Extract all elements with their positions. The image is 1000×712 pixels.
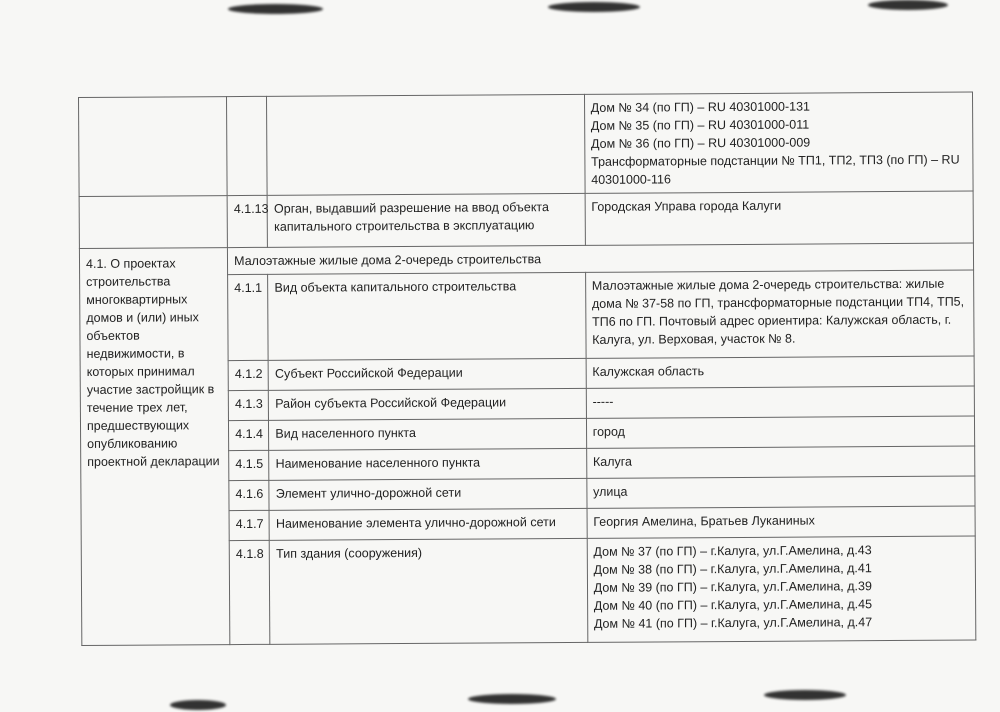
empty-cell <box>79 97 228 197</box>
scan-artifact-bottom-2 <box>468 694 556 704</box>
row-label: Элемент улично-дорожной сети <box>269 478 587 510</box>
section-subheader: Малоэтажные жилые дома 2-очередь строительства <box>228 243 974 275</box>
row-label: Вид объекта капитального строительства <box>268 272 586 360</box>
row-number: 4.1.8 <box>229 540 270 644</box>
permit-line: Дом № 35 (по ГП) – RU 40301000-011 <box>590 117 810 133</box>
row-label: Наименование элемента улично-дорожной сети <box>269 508 587 540</box>
permit-list-cell <box>584 92 973 193</box>
empty-cell <box>267 94 585 195</box>
row-number: 4.1.2 <box>228 360 268 390</box>
address-line: Дом № 38 (по ГП) – г.Калуга, ул.Г.Амелина, д.41 <box>593 561 872 577</box>
permit-line: Дом № 34 (по ГП) – RU 40301000-131 <box>590 99 811 115</box>
row-value: город <box>586 416 974 448</box>
row-number: 4.1.7 <box>229 510 269 540</box>
row-value: ----- <box>586 386 974 418</box>
row-label: Район субъекта Российской Федерации <box>269 388 587 420</box>
table-row <box>79 92 974 196</box>
table-row <box>79 191 973 248</box>
row-value: Калуга <box>586 446 974 478</box>
row-value: Городская Управа города Калуги <box>585 191 974 245</box>
row-number: 4.1.6 <box>229 480 269 510</box>
row-label: Наименование населенного пункта <box>269 448 587 480</box>
permit-line: 40301000-116 <box>591 172 671 187</box>
scan-artifact-bottom-1 <box>170 700 226 710</box>
row-value: Георгия Амелина, Братьев Луканиных <box>587 506 975 538</box>
empty-cell <box>79 196 227 249</box>
scan-artifact-top-1 <box>228 4 323 14</box>
scan-artifact-top-3 <box>868 0 948 10</box>
permit-line: Трансформаторные подстанции № ТП1, ТП2, ТП3 (по ГП) – RU <box>591 152 960 169</box>
row-label: Вид населенного пункта <box>269 418 587 450</box>
section-title: 4.1. О проектах строительства многоквартирных домов и (или) иных объектов недвижимости, в которых принимал участие застройщик в течение трех лет, предшествующих опубликованию проектной декларации <box>79 248 230 646</box>
row-number: 4.1.3 <box>228 390 268 420</box>
row-number: 4.1.13 <box>227 195 268 247</box>
address-list-cell <box>587 536 976 642</box>
row-value: Калужская область <box>586 356 974 388</box>
row-value: улица <box>587 476 975 508</box>
declaration-table <box>78 92 976 646</box>
row-label: Субъект Российской Федерации <box>268 358 586 390</box>
empty-cell <box>227 96 268 195</box>
permit-line: Дом № 36 (по ГП) – RU 40301000-009 <box>590 135 811 151</box>
address-line: Дом № 41 (по ГП) – г.Калуга, ул.Г.Амелина, д.47 <box>593 615 873 631</box>
row-label: Тип здания (сооружения) <box>270 538 588 644</box>
row-number: 4.1.5 <box>229 450 269 480</box>
row-label: Орган, выдавший разрешение на ввод объекта капитального строительства в эксплуатацию <box>267 193 585 247</box>
document-sheet <box>78 92 976 649</box>
scan-artifact-bottom-3 <box>764 690 846 700</box>
address-line: Дом № 40 (по ГП) – г.Калуга, ул.Г.Амелина, д.45 <box>593 597 873 613</box>
row-number: 4.1.4 <box>229 420 269 450</box>
address-line: Дом № 39 (по ГП) – г.Калуга, ул.Г.Амелина, д.39 <box>593 579 872 595</box>
address-line: Дом № 37 (по ГП) – г.Калуга, ул.Г.Амелина, д.43 <box>593 543 872 559</box>
row-value: Малоэтажные жилые дома 2-очередь строительства: жилые дома № 37-58 по ГП, трансформаторные подстанции ТП4, ТП5, ТП6 по ГП. Почтовый адрес ориентира: Калужская область, г. Калуга, ул. Верховая, участок № 8. <box>585 270 974 358</box>
scan-artifact-top-2 <box>548 2 640 12</box>
row-number: 4.1.1 <box>228 274 269 360</box>
